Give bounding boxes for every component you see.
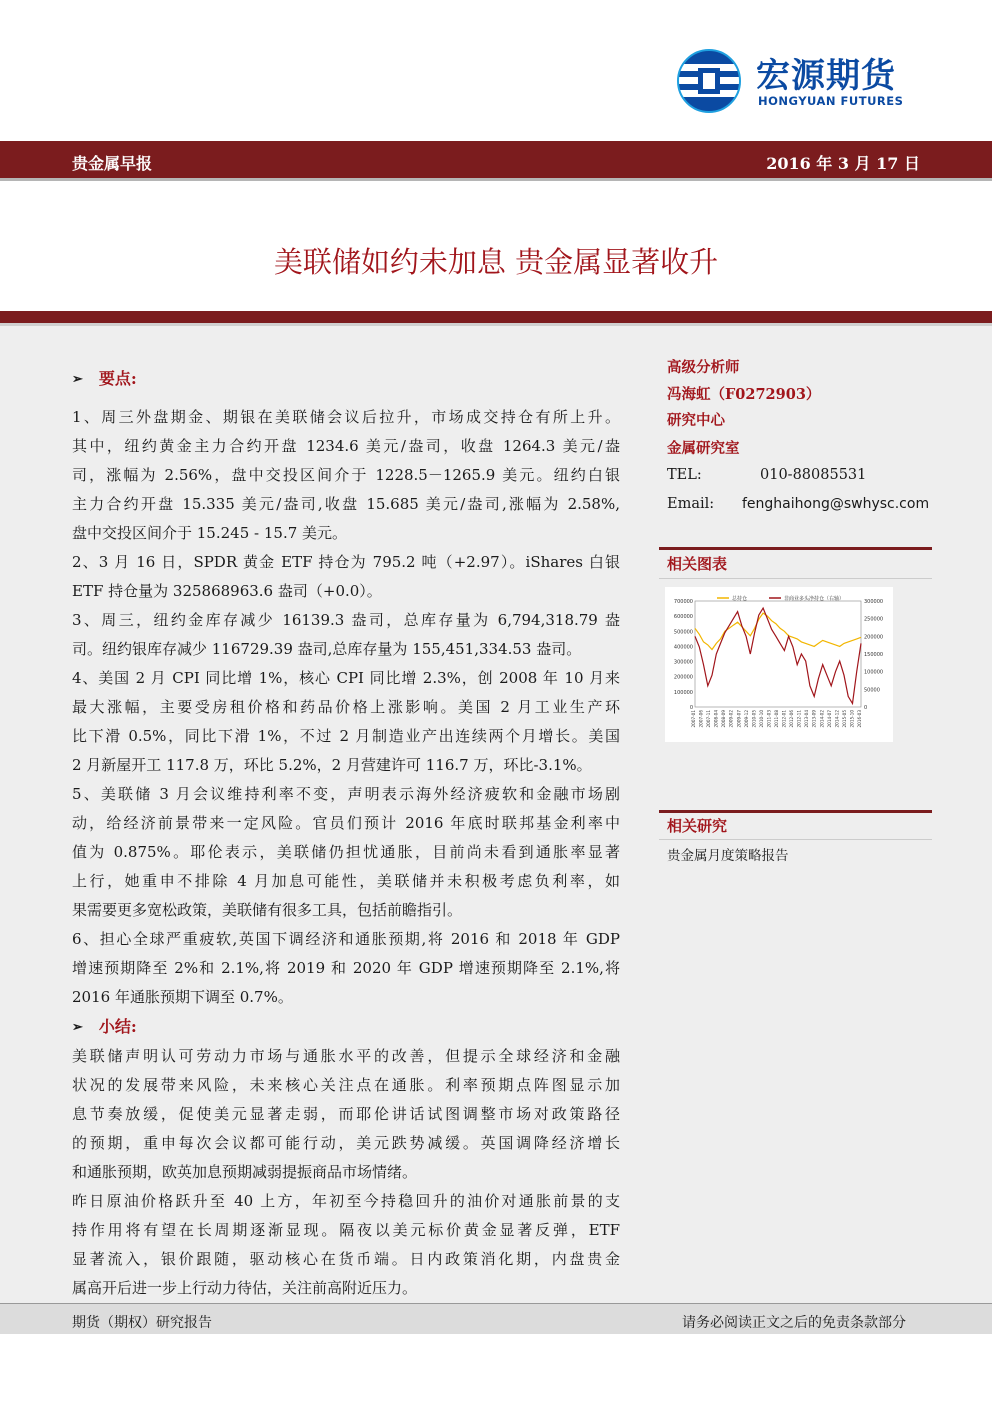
holdings-chart xyxy=(665,587,893,742)
sidebar-rule-charts xyxy=(659,547,932,550)
logo-chinese-name: 宏源期货 xyxy=(756,56,896,96)
text-line: 2016 年通胀预期下调至 0.7%。 xyxy=(72,988,293,1006)
analyst-role: 高级分析师 xyxy=(667,359,740,376)
x-tick-label: 2011-08 xyxy=(774,710,779,728)
text-line: 息节奏放缓，促使美元显著走弱，而耶伦讲话试图调整市场对政策路径 xyxy=(72,1105,620,1123)
text-line: 和通胀预期，欧英加息预期减弱提振商品市场情绪。 xyxy=(72,1163,418,1181)
x-tick-label: 2014-12 xyxy=(834,710,840,728)
text-line: 值为 0.875%。耶伦表示，美联储仍担忧通胀，目前尚未看到通胀率显著 xyxy=(72,843,620,861)
x-tick-label: 2008-04 xyxy=(713,710,719,728)
y-right-tick-label: 0 xyxy=(864,705,868,711)
footer-disclaimer-note: 请务必阅读正文之后的免责条款部分 xyxy=(682,1315,906,1331)
company-logo xyxy=(676,46,926,116)
text-line: 昨日原油价格跃升至 40 上方，年初至今持稳回升的油价对通胀前景的支 xyxy=(72,1192,620,1210)
text-line: 2、3 月 16 日，SPDR 黄金 ETF 持仓为 795.2 吨（+2.97）。iShares 白银 xyxy=(72,553,620,571)
text-line: 4、美国 2 月 CPI 同比增 1%，核心 CPI 同比增 2.3%，创 2008 年 10 月来 xyxy=(72,669,620,687)
series-line-1 xyxy=(695,608,861,703)
text-line: 显著流入，银价跟随，驱动核心在货币端。日内政策消化期，内盘贵金 xyxy=(72,1250,620,1268)
text-line: 司。纽约银库存减少 116729.39 盎司,总库存量为 155,451,334.53 盎司。 xyxy=(72,640,582,658)
x-tick-label: 2008-09 xyxy=(721,710,727,728)
text-line: 增速预期降至 2%和 2.1%,将 2019 和 2020 年 GDP 增速预期降至 2.1%,将 xyxy=(72,959,620,977)
related-research-heading: 相关研究 xyxy=(667,817,728,835)
text-line: 动，给经济前景带来一定风险。官员们预计 2016 年底时联邦基金利率中 xyxy=(72,814,620,832)
text-line: 3、周三，纽约金库存减少 16139.3 盎司，总库存量为 6,794,318.79 盎 xyxy=(72,611,620,629)
x-tick-label: 2014-02 xyxy=(819,710,825,728)
related-research-item[interactable]: 贵金属月度策略报告 xyxy=(667,848,789,864)
text-line: 果需要更多宽松政策，美联储有很多工具，包括前瞻指引。 xyxy=(72,901,463,919)
text-line: 5、美联储 3 月会议维持利率不变，声明表示海外经济疲软和金融市场剧 xyxy=(72,785,620,803)
text-line: 状况的发展带来风险，未来核心关注点在通胀。利率预期点阵图显示加 xyxy=(72,1076,620,1094)
x-tick-label: 2015-05 xyxy=(841,710,847,728)
x-tick-label: 2007-06 xyxy=(698,710,704,728)
text-line: 司，涨幅为 2.56%，盘中交投区间介于 1228.5－1265.9 美元。纽约白银 xyxy=(72,466,620,484)
report-type: 贵金属早报 xyxy=(72,154,153,173)
related-charts-heading: 相关图表 xyxy=(667,555,728,573)
text-line: 主力合约开盘 15.335 美元/盎司,收盘 15.685 美元/盎司,涨幅为 2.58%, xyxy=(72,495,620,513)
summary-label: 小结: xyxy=(98,1017,137,1036)
text-line: 持作用将有望在长周期逐渐显现。隔夜以美元标价黄金显著反弹，ETF xyxy=(72,1221,620,1239)
title-divider-band xyxy=(0,311,992,323)
y-left-tick-label: 0 xyxy=(689,705,693,711)
legend-label: 总持仓 xyxy=(732,596,748,602)
x-tick-label: 2012-11 xyxy=(796,710,802,728)
y-right-tick-label: 100000 xyxy=(864,669,884,676)
text-line: 2 月新屋开工 117.8 万，环比 5.2%，2 月营建许可 116.7 万，环比-3.1%。 xyxy=(72,756,592,774)
page-bottom xyxy=(0,1334,992,1403)
key-points-label: 要点: xyxy=(98,369,137,388)
arrow-bullet-icon: ➢ xyxy=(72,372,83,387)
y-left-tick-label: 100000 xyxy=(673,689,693,696)
sidebar-rule-research xyxy=(659,810,932,813)
y-left-tick-label: 700000 xyxy=(673,599,693,605)
x-tick-label: 2007-11 xyxy=(706,710,712,728)
page-title: 美联储如约未加息 贵金属显著收升 xyxy=(273,245,719,279)
x-tick-label: 2009-12 xyxy=(743,710,749,728)
email-value[interactable]: fenghaihong@swhysc.com xyxy=(742,496,930,512)
x-tick-label: 2009-02 xyxy=(728,710,734,728)
x-tick-label: 2010-05 xyxy=(751,710,757,728)
plot-frame xyxy=(695,601,861,707)
analyst-subdept: 金属研究室 xyxy=(667,440,740,457)
text-line: 属高开后进一步上行动力待估，关注前高附近压力。 xyxy=(72,1279,418,1297)
legend-label: 非商业多头净持仓（右轴） xyxy=(784,596,845,602)
x-tick-label: 2013-04 xyxy=(804,710,810,728)
sidebar-divider xyxy=(659,578,932,579)
key-points-body xyxy=(72,403,620,1012)
text-line: 比下滑 0.5%，同比下滑 1%，不过 2 月制造业产出连续两个月增长。美国 xyxy=(72,727,620,745)
text-line: 美联储声明认可劳动力市场与通胀水平的改善，但提示全球经济和金融 xyxy=(72,1047,620,1065)
y-right-tick-label: 300000 xyxy=(864,599,884,605)
key-points-heading xyxy=(72,366,137,389)
y-left-tick-label: 600000 xyxy=(673,614,693,621)
y-right-tick-label: 200000 xyxy=(864,634,884,641)
tel-label: TEL: xyxy=(667,467,702,483)
text-line: 最大涨幅，主要受房租价格和药品价格上涨影响。美国 2 月工业生产环 xyxy=(72,698,620,716)
sidebar-divider xyxy=(659,839,932,840)
arrow-bullet-icon: ➢ xyxy=(72,1020,83,1035)
text-line: 上行，她重申不排除 4 月加息可能性，美联储并未积极考虑负利率，如 xyxy=(72,872,620,890)
email-label: Email: xyxy=(667,496,715,512)
text-line: ETF 持仓量为 325868963.6 盎司（+0.0）。 xyxy=(72,582,382,600)
y-right-tick-label: 250000 xyxy=(864,616,884,623)
analyst-name: 冯海虹（F0272903） xyxy=(667,386,821,403)
x-tick-label: 2016-03 xyxy=(857,710,862,728)
x-tick-label: 2015-10 xyxy=(849,710,855,728)
y-right-tick-label: 50000 xyxy=(864,687,880,694)
text-line: 1、周三外盘期金、期银在美联储会议后拉升，市场成交持仓有所上升。 xyxy=(72,408,620,426)
x-tick-label: 2014-07 xyxy=(826,710,832,728)
text-line: 6、担心全球严重疲软,英国下调经济和通胀预期,将 2016 和 2018 年 GDP xyxy=(72,930,620,948)
y-left-tick-label: 400000 xyxy=(673,644,693,651)
x-tick-label: 2013-09 xyxy=(811,710,817,728)
x-tick-label: 2010-10 xyxy=(758,710,764,728)
text-line: 其中，纽约黄金主力合约开盘 1234.6 美元/盎司，收盘 1264.3 美元/盎 xyxy=(72,437,620,455)
y-left-tick-label: 500000 xyxy=(673,629,693,636)
analyst-dept: 研究中心 xyxy=(667,412,725,429)
summary-body xyxy=(72,1042,620,1303)
logo-mark-icon xyxy=(676,48,742,114)
report-date: 2016 年 3 月 17 日 xyxy=(766,154,920,173)
summary-heading xyxy=(72,1014,137,1037)
tel-value: 010-88085531 xyxy=(760,467,867,483)
text-line: 盘中交投区间介于 15.245 - 15.7 美元。 xyxy=(72,524,348,542)
holdings-chart-svg xyxy=(665,587,893,742)
x-tick-label: 2012-06 xyxy=(789,710,795,728)
y-left-tick-label: 300000 xyxy=(673,659,693,666)
x-tick-label: 2009-07 xyxy=(736,710,742,728)
x-tick-label: 2012-01 xyxy=(781,710,787,728)
x-tick-label: 2007-01 xyxy=(691,710,696,728)
logo-english-name: HONGYUAN FUTURES xyxy=(758,94,904,108)
y-left-tick-label: 200000 xyxy=(673,674,693,681)
y-right-tick-label: 150000 xyxy=(864,652,884,658)
x-tick-label: 2011-03 xyxy=(766,710,772,728)
footer-report-type: 期货（期权）研究报告 xyxy=(72,1315,212,1331)
text-line: 的预期，重申每次会议都可能行动，美元跌势减缓。英国调降经济增长 xyxy=(72,1134,620,1152)
